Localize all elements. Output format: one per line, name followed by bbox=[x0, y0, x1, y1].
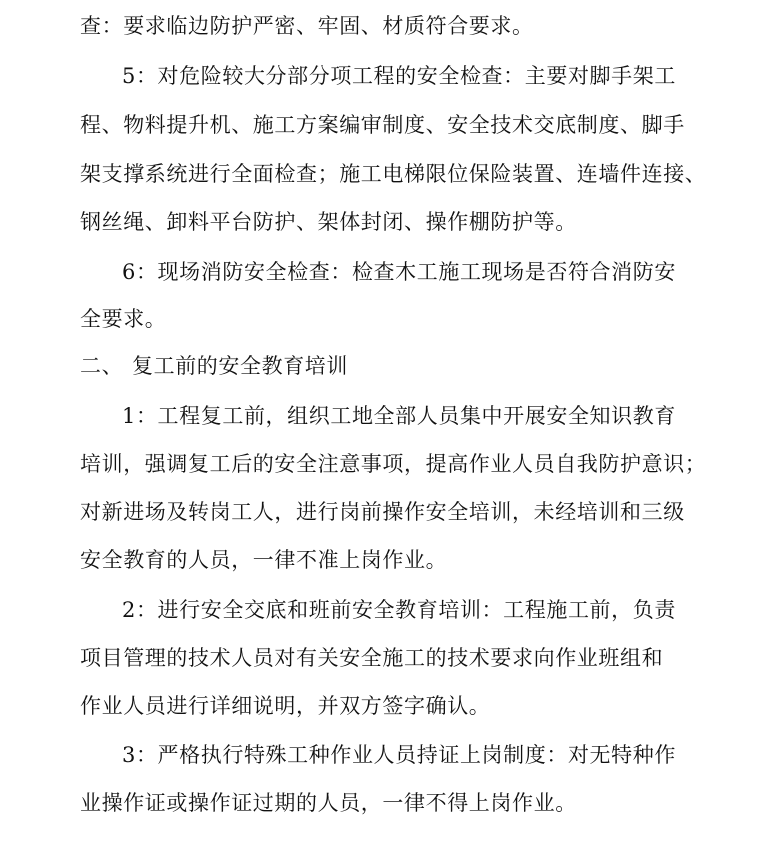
paragraph-line: 业操作证或操作证过期的人员，一律不得上岗作业。 bbox=[80, 791, 577, 815]
section-title: 复工前的安全教育培训 bbox=[132, 354, 348, 378]
paragraph-line: 架支撑系统进行全面检查；施工电梯限位保险装置、连墙件连接、 bbox=[80, 162, 707, 186]
paragraph-line: 安全教育的人员，一律不准上岗作业。 bbox=[80, 548, 448, 572]
paragraph-line: 培训，强调复工后的安全注意事项，提高作业人员自我防护意识； bbox=[80, 452, 707, 476]
paragraph-line: 项目管理的技术人员对有关安全施工的技术要求向作业班组和 bbox=[80, 646, 664, 670]
paragraph-line: 作业人员进行详细说明，并双方签字确认。 bbox=[80, 694, 491, 718]
paragraph-line: 程、物料提升机、施工方案编审制度、安全技术交底制度、脚手 bbox=[80, 113, 685, 137]
section-heading bbox=[80, 352, 720, 380]
paragraph-line: 6：现场消防安全检查：检查木工施工现场是否符合消防安 bbox=[122, 260, 676, 284]
paragraph-line: 1：工程复工前，组织工地全部人员集中开展安全知识教育 bbox=[122, 404, 676, 428]
paragraph-line: 钢丝绳、卸料平台防护、架体封闭、操作棚防护等。 bbox=[80, 210, 577, 234]
paragraph-line: 3：严格执行特殊工种作业人员持证上岗制度：对无特种作 bbox=[122, 743, 676, 767]
section-number: 二、 bbox=[80, 354, 124, 378]
paragraph-line: 对新进场及转岗工人，进行岗前操作安全培训，未经培训和三级 bbox=[80, 500, 685, 524]
paragraph-line: 2：进行安全交底和班前安全教育培训：工程施工前，负责 bbox=[122, 598, 676, 622]
paragraph-line: 全要求。 bbox=[80, 307, 167, 331]
paragraph-line: 查：要求临边防护严密、牢固、材质符合要求。 bbox=[80, 14, 534, 38]
paragraph-line: 5：对危险较大分部分项工程的安全检查：主要对脚手架工 bbox=[122, 64, 676, 88]
